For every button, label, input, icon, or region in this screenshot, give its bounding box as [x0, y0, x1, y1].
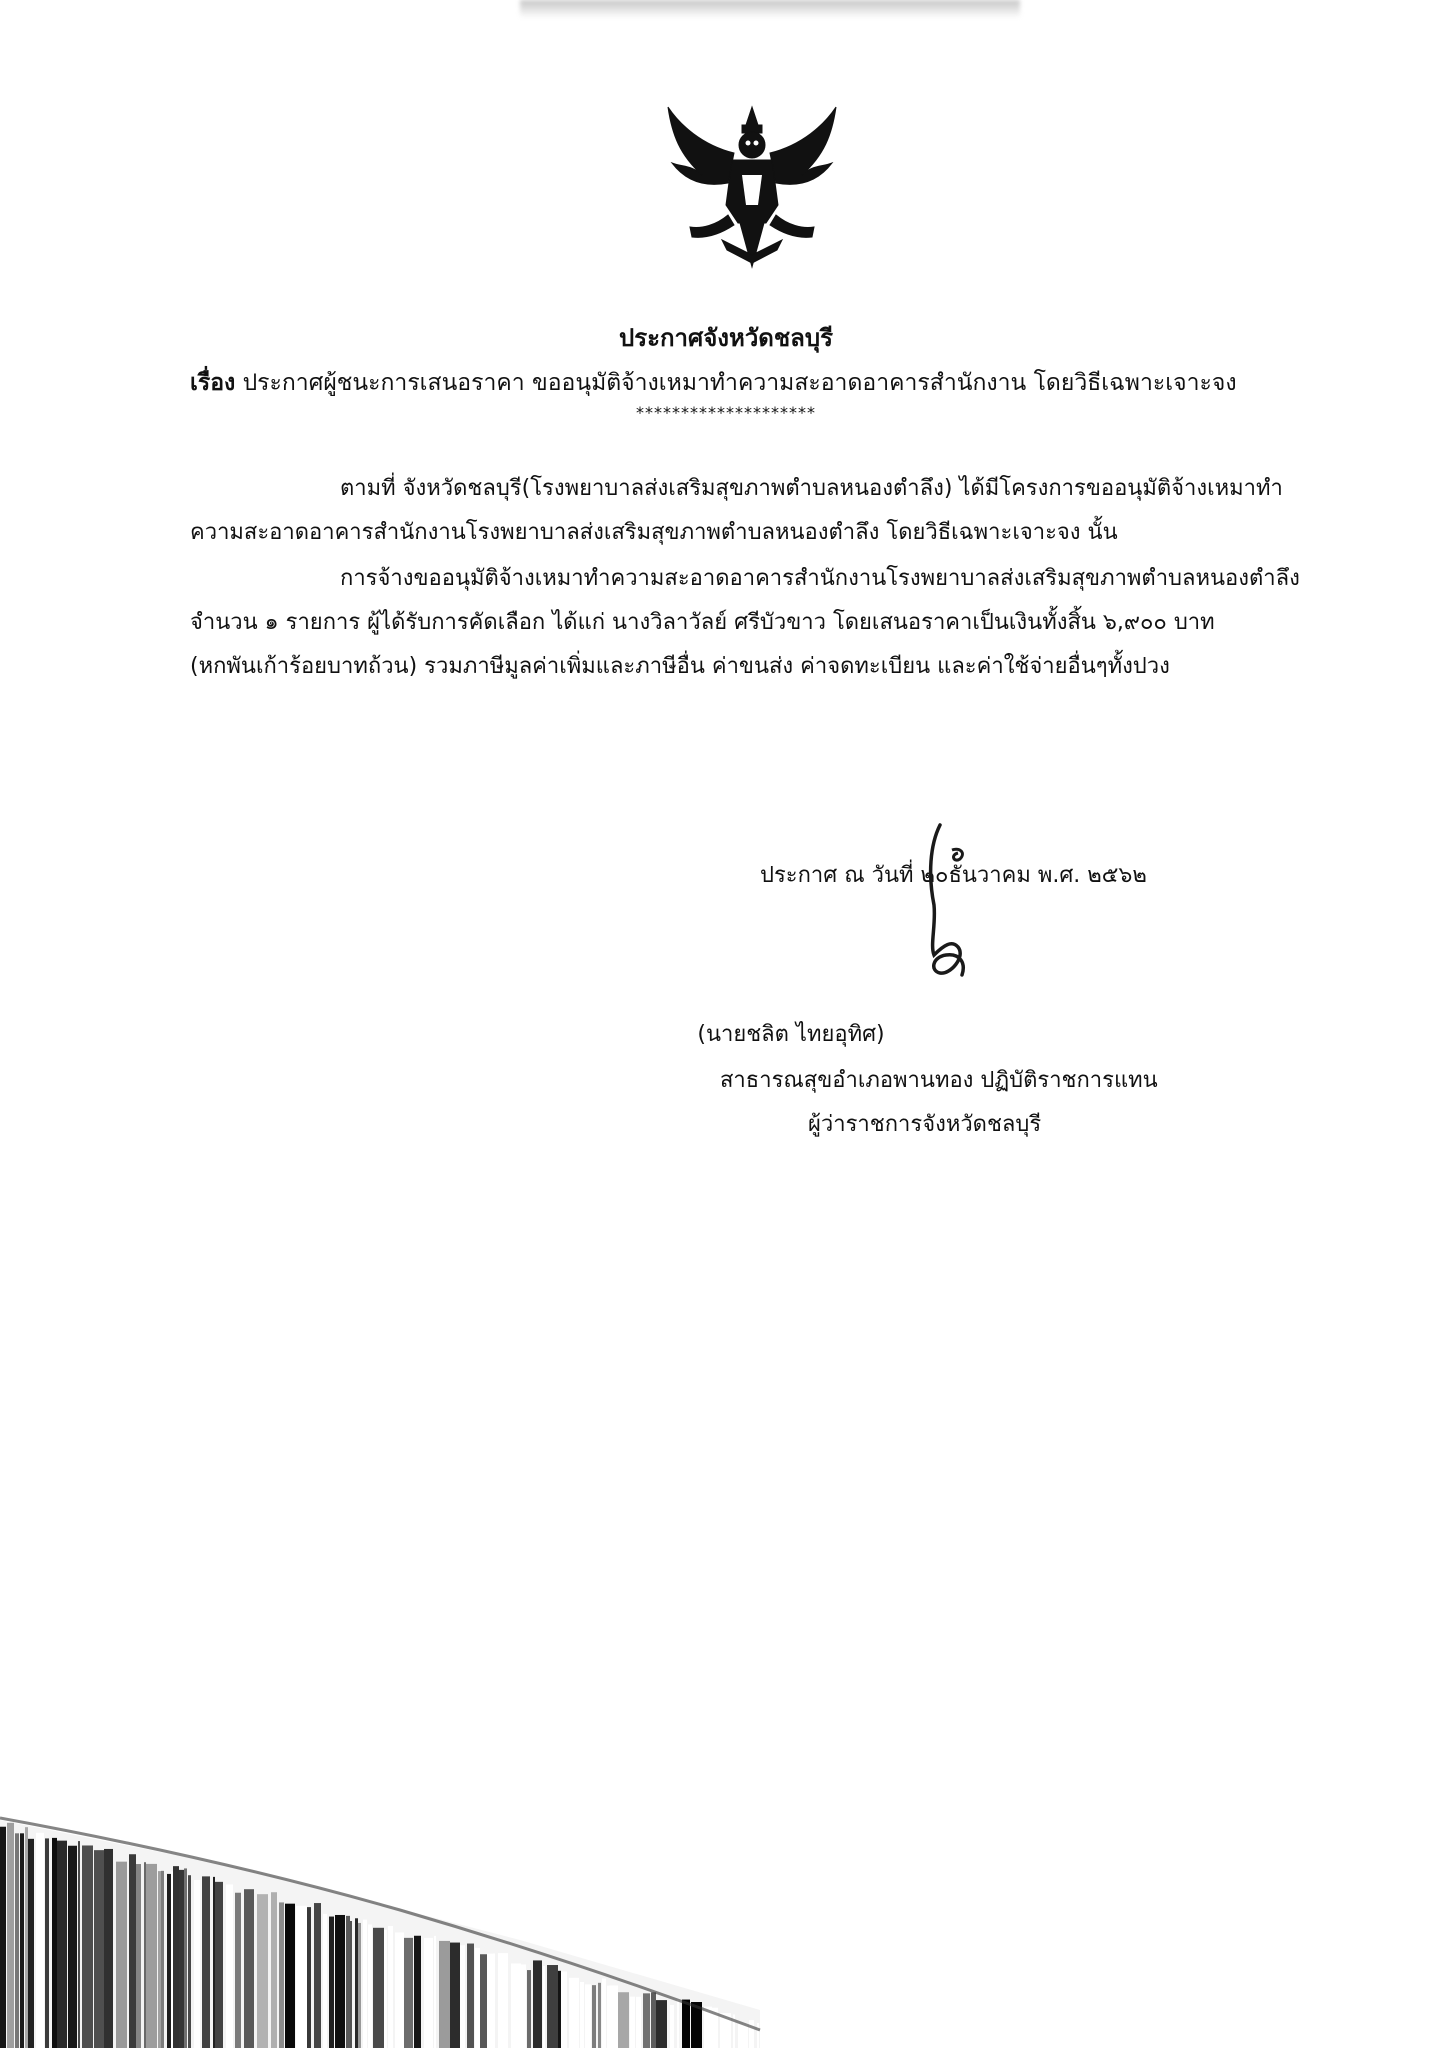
scan-streak [25, 1827, 28, 2048]
scan-streak [757, 2023, 759, 2048]
scan-streak [569, 1978, 579, 2048]
subject-text: ประกาศผู้ชนะการเสนอราคา ขออนุมัติจ้างเหมาทำความสะอาดอาคารสำนักงาน โดยวิธีเฉพาะเจาะจง [242, 370, 1237, 396]
scan-streak [213, 1877, 215, 2048]
scan-streak [670, 2005, 674, 2048]
scan-streak [15, 1833, 19, 2048]
scan-streak [78, 1841, 80, 2048]
scan-streak [52, 1838, 57, 2048]
scan-streak [136, 1864, 141, 2048]
scan-streak [329, 1917, 334, 2048]
scan-streak [167, 1874, 171, 2048]
scan-streak [467, 1944, 474, 2048]
scan-streak [20, 1833, 24, 2048]
scan-streak [745, 2024, 748, 2048]
scan-streak [104, 1849, 113, 2048]
scan-streak [28, 1839, 34, 2048]
scan-streak [388, 1926, 393, 2048]
scan-streak [307, 1907, 311, 2048]
scan-streak [414, 1936, 421, 2048]
signer-position-2: ผู้ว่าราชการจังหวัดชลบุรี [808, 1112, 1042, 1137]
scan-streak [561, 1971, 567, 2048]
scan-streak [271, 1892, 277, 2048]
scan-streak [355, 1918, 358, 2048]
body-line: จำนวน ๑ รายการ ผู้ได้รับการคัดเลือก ได้แก่ นางวิลาวัลย์ ศรีบัวขาว โดยเสนอราคาเป็นเงินทั้งสิ้น ๖,๙๐๐ บาท [190, 610, 1215, 635]
scan-streak [179, 1870, 184, 2048]
scan-streak [173, 1866, 179, 2048]
scan-streak [226, 1885, 233, 2048]
scan-streak [184, 1868, 187, 2048]
signer-position-1: สาธารณสุขอำเภอพานทอง ปฏิบัติราชการแทน [720, 1068, 1158, 1093]
scan-streak [439, 1941, 450, 2048]
scan-streak [235, 1893, 241, 2048]
scan-streak [651, 1992, 656, 2048]
subject-label: เรื่อง [190, 370, 236, 396]
scan-streak [677, 2000, 679, 2048]
scan-streak [285, 1904, 295, 2048]
body-line: การจ้างขออนุมัติจ้างเหมาทำความสะอาดอาคารสำนักงานโรงพยาบาลส่งเสริมสุขภาพตำบลหนองตำลึง [340, 566, 1300, 591]
scan-streak [279, 1902, 284, 2048]
scan-streak [533, 1960, 542, 2048]
scan-streak [656, 2000, 667, 2048]
scan-streak [643, 1993, 650, 2048]
scan-streak [630, 1997, 635, 2048]
body-line: ตามที่ จังหวัดชลบุรี(โรงพยาบาลส่งเสริมสุขภาพตำบลหนองตำลึง) ได้มีโครงการขออนุมัติจ้างเหมาทำ [340, 476, 1283, 501]
scan-streak [404, 1938, 413, 2048]
scan-streak [314, 1903, 321, 2048]
scan-streak [543, 1966, 545, 2048]
scan-streak [161, 1871, 164, 2048]
scan-streak [434, 1936, 436, 2048]
scan-streak [257, 1894, 268, 2048]
scan-streak [547, 1965, 558, 2048]
scan-streak [475, 1948, 480, 2048]
scan-streak [602, 1978, 606, 2048]
scan-streak [521, 1964, 526, 2048]
scan-streak [460, 1945, 465, 2048]
scan-streak [335, 1915, 345, 2048]
scan-streak [0, 1827, 6, 2048]
scan-streak [498, 1953, 508, 2048]
scan-streak [480, 1954, 487, 2048]
scan-streak [527, 1970, 531, 2048]
signer-name: (นายชลิต ไทยอุทิศ) [697, 1022, 885, 1047]
scan-streak [368, 1924, 372, 2048]
announce-date: ประกาศ ณ วันที่ ๒๐ธันวาคม พ.ศ. ๒๕๖๒ [760, 863, 1147, 888]
garuda-emblem-icon [662, 105, 842, 270]
scan-streak [592, 1985, 596, 2048]
scan-streak [188, 1875, 191, 2048]
scan-streak [244, 1889, 254, 2048]
scan-streak [450, 1943, 460, 2048]
scan-streak [158, 1871, 161, 2048]
scan-streak [116, 1862, 127, 2048]
scan-streak [373, 1928, 384, 2048]
scan-streak [493, 1953, 495, 2048]
scan-streak [395, 1932, 404, 2048]
scan-streak [636, 1997, 641, 2048]
scan-streak [609, 1985, 618, 2048]
scan-streak [45, 1838, 49, 2048]
scan-streak [580, 1982, 584, 2048]
scan-artifact-bottom [0, 1800, 1452, 2048]
scan-streak [94, 1850, 104, 2048]
scan-streak [358, 1923, 361, 2048]
scan-streak [384, 1930, 387, 2048]
scan-streak [487, 1954, 493, 2048]
scan-streak [350, 1921, 352, 2048]
scan-streak [346, 1916, 350, 2048]
scan-streak [682, 2000, 690, 2048]
handwritten-signature-icon [900, 815, 1010, 1015]
scan-streak [202, 1876, 210, 2048]
scan-streak [749, 2020, 754, 2048]
document-title: ประกาศจังหวัดชลบุรี [618, 324, 834, 352]
body-line: ความสะอาดอาคารสำนักงานโรงพยาบาลส่งเสริมสุขภาพตำบลหนองตำลึง โดยวิธีเฉพาะเจาะจง นั้น [190, 520, 1118, 545]
scan-streak [511, 1963, 521, 2048]
scan-streak [323, 1914, 327, 2048]
separator-stars: ******************** [636, 403, 816, 422]
scan-streak [424, 1938, 433, 2048]
scan-shadow-top [520, 0, 1020, 18]
scan-streak [618, 1992, 629, 2048]
body-line: (หกพันเก้าร้อยบาทถ้วน) รวมภาษีมูลค่าเพิ่มและภาษีอื่น ค่าขนส่ง ค่าจดทะเบียน และค่าใช้จ่ายอื่นๆทั้งปวง [190, 654, 1170, 679]
scan-streak [363, 1920, 367, 2048]
scan-streak [607, 1986, 609, 2048]
scan-streak [146, 1864, 157, 2048]
scan-streak [36, 1833, 44, 2048]
scan-streak [171, 1871, 173, 2048]
scan-streak [129, 1854, 136, 2048]
scan-streak [194, 1880, 200, 2048]
scan-streak [57, 1841, 67, 2048]
document-subject [190, 365, 1237, 401]
scan-streak [7, 1823, 14, 2048]
scan-streak [215, 1882, 223, 2048]
scan-streak [585, 1984, 591, 2048]
scan-streak [598, 1983, 601, 2048]
scan-streak [558, 1971, 561, 2048]
scan-streak [296, 1906, 307, 2048]
scan-streak [144, 1862, 146, 2048]
scan-streak [82, 1845, 93, 2048]
scan-streak [68, 1846, 77, 2048]
scan-streak [738, 2023, 745, 2048]
